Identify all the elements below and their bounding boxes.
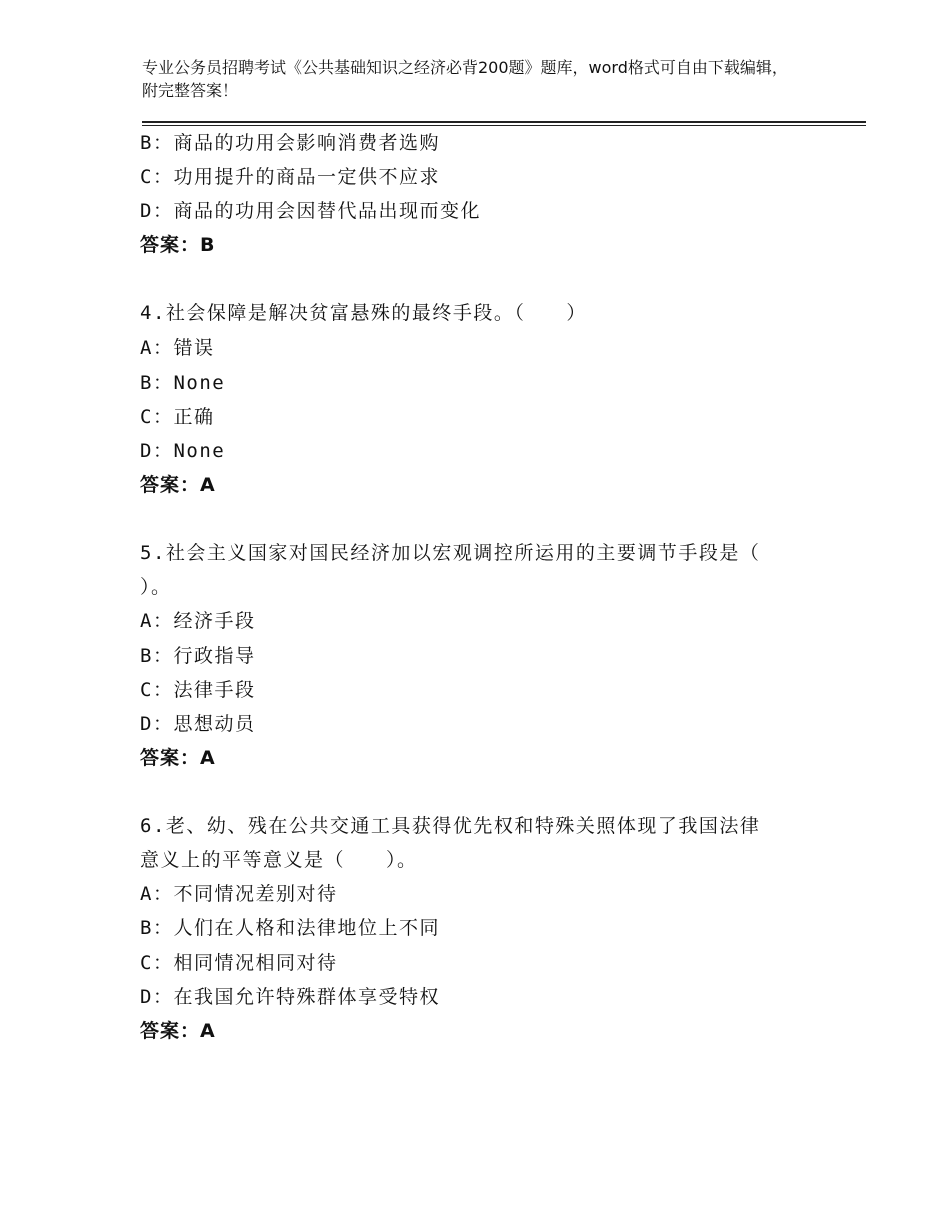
- q4-option-c: C：正确: [140, 406, 215, 428]
- q6-option-d: D：在我国允许特殊群体享受特权: [140, 986, 440, 1008]
- q4-option-a: A：错误: [140, 337, 215, 359]
- q6-option-c: C：相同情况相同对待: [140, 952, 338, 974]
- q4-option-b: B：None: [140, 372, 226, 394]
- q5-stem-line2: ）。: [140, 576, 172, 598]
- q4-answer: 答案：A: [140, 474, 216, 496]
- q3-answer: 答案：B: [140, 234, 216, 256]
- header-rule-thick: [142, 121, 866, 123]
- q3-option-c: C：功用提升的商品一定供不应求: [140, 166, 440, 188]
- q4-stem: 4.社会保障是解决贫富悬殊的最终手段。（ ）: [140, 302, 587, 324]
- q5-option-d: D：思想动员: [140, 713, 256, 735]
- q3-option-d: D：商品的功用会因替代品出现而变化: [140, 200, 481, 222]
- q5-option-c: C：法律手段: [140, 679, 256, 701]
- q4-option-d: D：None: [140, 440, 226, 462]
- q5-stem-line1: 5.社会主义国家对国民经济加以宏观调控所运用的主要调节手段是（: [140, 542, 761, 564]
- q5-option-b: B：行政指导: [140, 645, 256, 667]
- q6-answer: 答案：A: [140, 1020, 216, 1042]
- q5-answer: 答案：A: [140, 747, 216, 769]
- q6-option-a: A：不同情况差别对待: [140, 883, 338, 905]
- document-header: 专业公务员招聘考试《公共基础知识之经济必背200题》题库，word格式可自由下载编辑，附完整答案！: [142, 58, 788, 100]
- header-rule-thin: [142, 125, 866, 126]
- q6-stem-line2: 意义上的平等意义是（ ）。: [140, 849, 418, 871]
- q6-stem-line1: 6.老、幼、残在公共交通工具获得优先权和特殊关照体现了我国法律: [140, 815, 761, 837]
- q6-option-b: B：人们在人格和法律地位上不同: [140, 917, 440, 939]
- q5-option-a: A：经济手段: [140, 610, 256, 632]
- q3-option-b: B：商品的功用会影响消费者选购: [140, 132, 440, 154]
